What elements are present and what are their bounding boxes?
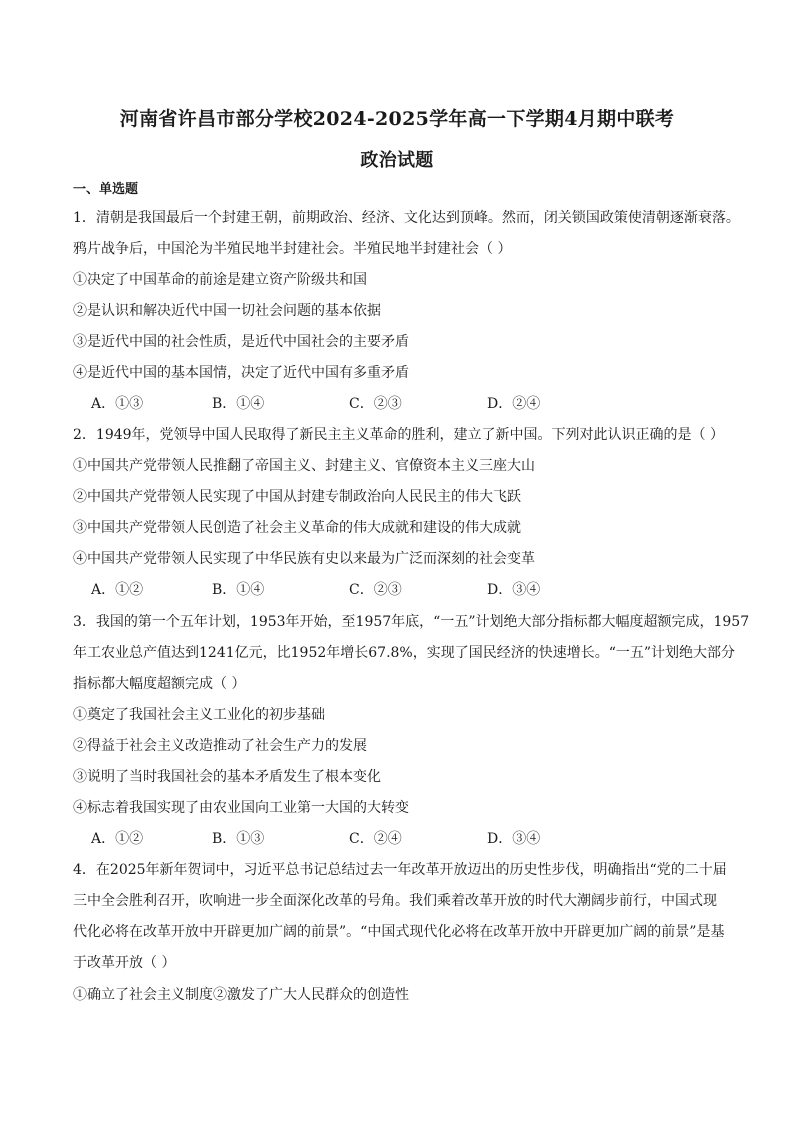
q2-options <box>91 580 691 600</box>
q1-option-d[interactable]: D．②④ <box>487 396 541 412</box>
q3-statement-1: ①奠定了我国社会主义工业化的初步基础 <box>73 707 325 723</box>
q3-option-d[interactable]: D．③④ <box>487 831 541 847</box>
q4-stem-line-1: 4．在2025年新年贺词中，习近平总书记总结过去一年改革开放迈出的历史性步伐，明确指出“党的二十届 <box>73 862 727 878</box>
q3-option-b[interactable]: B．①③ <box>212 831 265 847</box>
q2-stem-line-1: 2．1949年，党领导中国人民取得了新民主主义革命的胜利，建立了新中国。下列对此认识正确的是（ ） <box>73 427 724 443</box>
q2-option-c[interactable]: C．②③ <box>349 582 402 598</box>
q2-option-d[interactable]: D．③④ <box>487 582 541 598</box>
q1-stem-line-1: 1．清朝是我国最后一个封建王朝，前期政治、经济、文化达到顶峰。然而，闭关锁国政策使清朝逐渐衰落。 <box>73 210 740 226</box>
q4-stem-line-4: 于改革开放（ ） <box>73 955 176 971</box>
q3-option-c[interactable]: C．②④ <box>349 831 402 847</box>
q2-option-a[interactable]: A．①② <box>91 582 144 598</box>
q1-options <box>91 394 691 414</box>
q3-stem-line-2: 年工农业总产值达到1241亿元，比1952年增长67.8%，实现了国民经济的快速增长。“一五”计划绝大部分 <box>73 645 736 661</box>
document-title: 河南省许昌市部分学校2024-2025学年高一下学期4月期中联考 <box>119 108 675 130</box>
q3-stem-line-1: 3．我国的第一个五年计划，1953年开始，至1957年底，“一五”计划绝大部分指标都大幅度超额完成，1957 <box>73 614 750 630</box>
q1-stem-line-2: 鸦片战争后，中国沦为半殖民地半封建社会。半殖民地半封建社会（ ） <box>73 241 512 257</box>
q2-statement-2: ②中国共产党带领人民实现了中国从封建专制政治向人民民主的伟大飞跃 <box>73 489 521 505</box>
section-heading: 一、单选题 <box>73 182 139 197</box>
q3-option-a[interactable]: A．①② <box>91 831 144 847</box>
q2-statement-3: ③中国共产党带领人民创造了社会主义革命的伟大成就和建设的伟大成就 <box>73 520 521 536</box>
q3-statement-2: ②得益于社会主义改造推动了社会生产力的发展 <box>73 738 367 754</box>
q2-option-b[interactable]: B．①④ <box>212 582 265 598</box>
q2-statement-4: ④中国共产党带领人民实现了中华民族有史以来最为广泛而深刻的社会变革 <box>73 551 535 567</box>
q3-stem-line-3: 指标都大幅度超额完成（ ） <box>73 676 246 692</box>
q1-statement-2: ②是认识和解决近代中国一切社会问题的基本依据 <box>73 303 381 319</box>
q1-option-a[interactable]: A．①③ <box>91 396 144 412</box>
q2-statement-1: ①中国共产党带领人民推翻了帝国主义、封建主义、官僚资本主义三座大山 <box>73 458 535 474</box>
q3-statement-3: ③说明了当时我国社会的基本矛盾发生了根本变化 <box>73 769 381 785</box>
q3-options <box>91 829 691 849</box>
q4-stem-line-3: 代化必将在改革开放中开辟更加广阔的前景”。“中国式现代化必将在改革开放中开辟更加广阔的前景”是基 <box>73 924 725 940</box>
q1-statement-4: ④是近代中国的基本国情，决定了近代中国有多重矛盾 <box>73 365 409 381</box>
q1-option-b[interactable]: B．①④ <box>212 396 265 412</box>
q1-statement-1: ①决定了中国革命的前途是建立资产阶级共和国 <box>73 272 367 288</box>
q1-statement-3: ③是近代中国的社会性质，是近代中国社会的主要矛盾 <box>73 334 409 350</box>
q4-statement-1: ①确立了社会主义制度②激发了广大人民群众的创造性 <box>73 987 409 1003</box>
q4-stem-line-2: 三中全会胜利召开，吹响进一步全面深化改革的号角。我们乘着改革开放的时代大潮阔步前行，中国式现 <box>73 893 717 909</box>
document-subtitle: 政治试题 <box>360 150 434 171</box>
q3-statement-4: ④标志着我国实现了由农业国向工业第一大国的大转变 <box>73 800 409 816</box>
q1-option-c[interactable]: C．②③ <box>349 396 402 412</box>
